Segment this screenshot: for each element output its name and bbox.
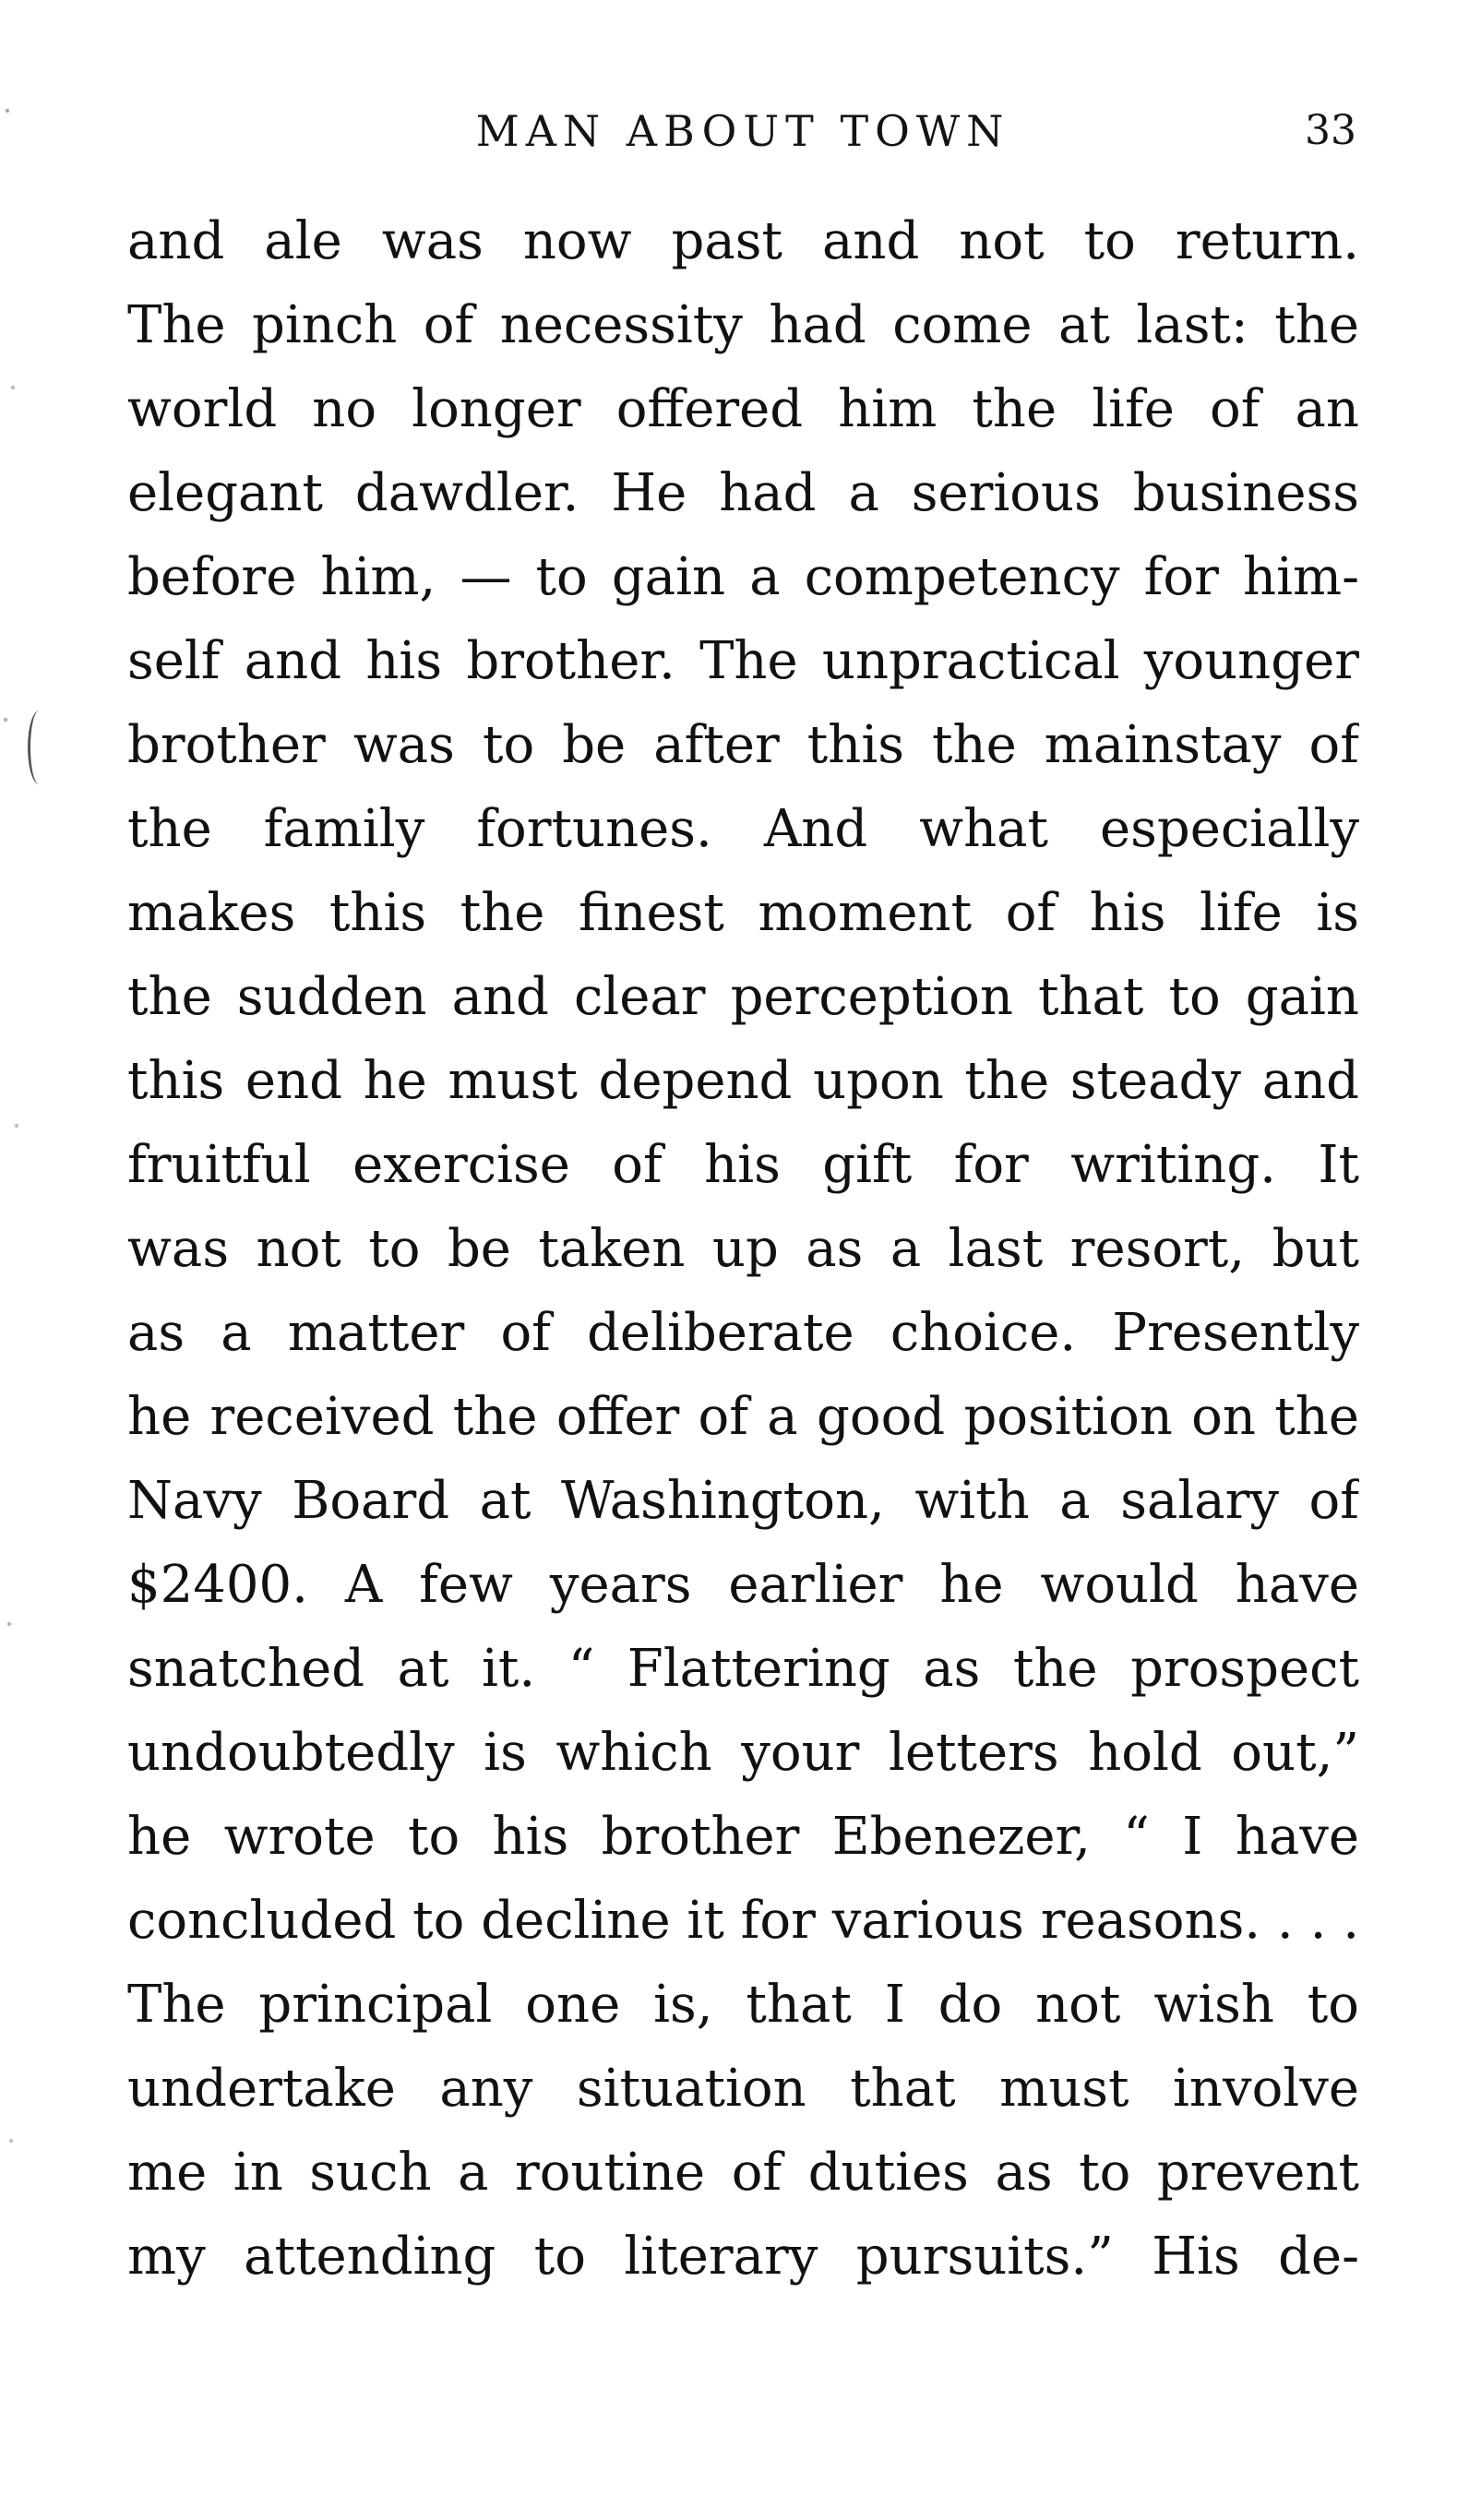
text-line: this end he must depend upon the steady and xyxy=(127,1051,1359,1111)
running-title: MAN ABOUT TOWN xyxy=(475,106,1010,156)
text-line: undertake any situation that must involve xyxy=(127,2059,1359,2119)
text-line: world no longer offered him the life of an xyxy=(127,379,1359,439)
text-line: snatched at it. “ Flattering as the prospect xyxy=(127,1639,1359,1699)
page-number: 33 xyxy=(1305,107,1356,154)
text-line: brother was to be after this the mainstay of xyxy=(127,715,1359,775)
text-line: me in such a routine of duties as to prevent xyxy=(127,2143,1359,2203)
text-line: was not to be taken up as a last resort, but xyxy=(127,1219,1359,1279)
text-line: as a matter of deliberate choice. Presently xyxy=(127,1303,1359,1363)
text-line: Navy Board at Washington, with a salary of xyxy=(127,1471,1359,1531)
text-line: he wrote to his brother Ebenezer, “ I have xyxy=(127,1807,1359,1867)
text-line: undoubtedly is which your letters hold out,” xyxy=(127,1723,1359,1783)
text-line: The pinch of necessity had come at last: the xyxy=(127,295,1359,355)
scan-gutter-noise xyxy=(0,0,55,2520)
body-paragraph xyxy=(127,199,1359,2299)
text-line: the family fortunes. And what especially xyxy=(127,799,1359,859)
text-line: concluded to decline it for various reasons. . . . xyxy=(127,1891,1359,1951)
text-line: $2400. A few years earlier he would have xyxy=(127,1555,1359,1615)
margin-bracket-mark xyxy=(28,711,51,784)
text-line: my attending to literary pursuits.” His de- xyxy=(127,2227,1359,2287)
text-line: fruitful exercise of his gift for writing. It xyxy=(127,1135,1359,1195)
text-line: the sudden and clear perception that to gain xyxy=(127,967,1359,1027)
running-head xyxy=(129,103,1356,159)
text-line: he received the offer of a good position on the xyxy=(127,1387,1359,1447)
text-line: The principal one is, that I do not wish to xyxy=(127,1975,1359,2035)
text-line: makes this the finest moment of his life is xyxy=(127,883,1359,943)
text-line: before him, — to gain a competency for him- xyxy=(127,547,1359,607)
text-line: and ale was now past and not to return. xyxy=(127,211,1359,271)
text-line: self and his brother. The unpractical younger xyxy=(127,631,1359,691)
text-line: elegant dawdler. He had a serious business xyxy=(127,463,1359,523)
